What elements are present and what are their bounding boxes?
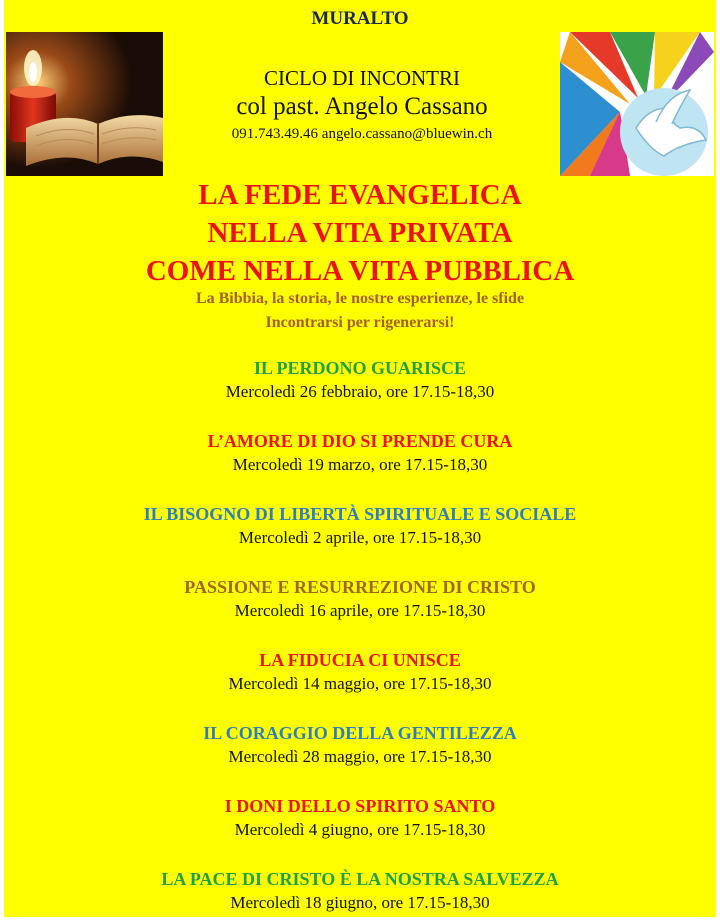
flyer-page <box>4 0 716 917</box>
series-info <box>164 64 560 146</box>
contact-info: 091.743.49.46 angelo.cassano@bluewin.ch <box>231 126 493 142</box>
event-date: Mercoledì 19 marzo, ore 17.15-18,30 <box>232 455 488 474</box>
event-item <box>4 429 716 502</box>
event-date: Mercoledì 18 giugno, ore 17.15-18,30 <box>230 893 490 912</box>
event-item <box>4 575 716 648</box>
event-list <box>4 356 716 917</box>
event-item <box>4 721 716 794</box>
event-date: Mercoledì 2 aprile, ore 17.15-18,30 <box>238 528 482 547</box>
event-title: L’AMORE DI DIO SI PRENDE CURA <box>207 431 513 451</box>
event-date: Mercoledì 28 maggio, ore 17.15-18,30 <box>228 747 492 766</box>
event-date: Mercoledì 4 giugno, ore 17.15-18,30 <box>234 820 486 839</box>
candle-bible-image <box>6 32 163 176</box>
event-title: LA PACE DI CRISTO È LA NOSTRA SALVEZZA <box>161 869 559 889</box>
event-item <box>4 648 716 721</box>
main-headline <box>4 176 716 290</box>
headline-line-2: NELLA VITA PRIVATA <box>207 217 513 249</box>
event-item <box>4 356 716 429</box>
headline-line-1: LA FEDE EVANGELICA <box>198 179 522 211</box>
event-date: Mercoledì 14 maggio, ore 17.15-18,30 <box>228 674 492 693</box>
location-title: MURALTO <box>311 8 409 29</box>
event-date: Mercoledì 16 aprile, ore 17.15-18,30 <box>234 601 486 620</box>
pastor-name: col past. Angelo Cassano <box>236 93 488 120</box>
event-title: PASSIONE E RESURREZIONE DI CRISTO <box>184 577 536 597</box>
dove-image <box>560 32 714 176</box>
event-item <box>4 502 716 575</box>
subheadline-line-2: Incontrarsi per rigenerarsi! <box>265 314 455 331</box>
event-item <box>4 794 716 867</box>
event-title: IL PERDONO GUARISCE <box>253 358 467 378</box>
event-title: I DONI DELLO SPIRITO SANTO <box>224 796 496 816</box>
headline-line-3: COME NELLA VITA PUBBLICA <box>145 255 575 287</box>
event-title: IL CORAGGIO DELLA GENTILEZZA <box>203 723 517 743</box>
event-item <box>4 867 716 917</box>
subheadline <box>4 287 716 335</box>
event-title: LA FIDUCIA CI UNISCE <box>259 650 461 670</box>
subheadline-line-1: La Bibbia, la storia, le nostre esperienze, le sfide <box>195 290 525 307</box>
event-title: IL BISOGNO DI LIBERTÀ SPIRITUALE E SOCIALE <box>143 504 577 524</box>
event-date: Mercoledì 26 febbraio, ore 17.15-18,30 <box>225 382 495 401</box>
series-title: CICLO DI INCONTRI <box>264 66 460 90</box>
